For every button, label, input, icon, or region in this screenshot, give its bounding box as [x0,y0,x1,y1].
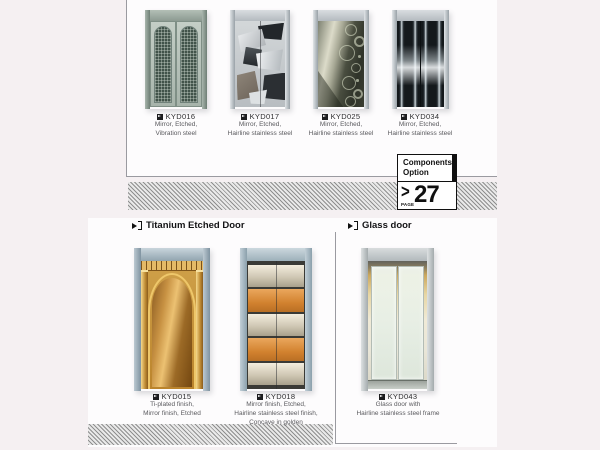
door-jamb-right [364,10,369,109]
components-option-title [397,154,457,182]
door-jamb-right [203,248,210,391]
brand-icon [153,394,159,400]
door-desc-line: Glass door with [375,401,421,408]
door-label-kyd034 [360,112,480,139]
door-image-kyd025 [313,10,369,109]
door-desc-line: Mirror, Etched, [398,121,442,128]
components-word: Components [403,158,452,167]
top-section-left-border [126,0,127,176]
door-jamb-right [444,10,449,109]
brand-icon [322,114,328,120]
section-heading-glass [348,220,412,231]
door-code: KYD034 [409,112,440,121]
door-panels [235,21,285,107]
page-number-cell [397,181,457,210]
option-word: Option [403,168,429,177]
page-number: 27 [414,180,439,208]
door-desc-line: Mirror, Etched, [319,121,363,128]
door-image-kyd043 [361,248,434,391]
door-jamb-left [240,248,247,391]
section-marker-icon [132,221,142,230]
page-word: PAGE [401,201,415,207]
door-panels [247,261,305,389]
brand-icon [379,394,385,400]
door-code: KYD015 [161,392,192,401]
brand-icon [241,114,247,120]
page-arrow-icon: > [401,180,410,202]
door-desc-line: Mirror finish, Etched, [246,401,306,408]
door-desc-line: Hairline stainless steel [308,129,374,137]
door-jamb-right [202,10,207,109]
brand-icon [257,394,263,400]
door-code: KYD017 [249,112,280,121]
door-image-kyd017 [230,10,290,109]
door-label-kyd043 [333,392,463,419]
door-transom [361,248,434,262]
section-heading-titanium [132,220,245,231]
door-desc-line: Concave in golden [249,418,303,426]
section-heading-text: Glass door [362,220,412,231]
door-jamb-left [134,248,141,391]
door-code: KYD043 [387,392,418,401]
door-label-kyd018 [211,392,341,427]
door-desc-line: Hairline stainless steel frame [356,409,440,417]
door-desc-line: Ti-plated finish, [150,401,194,408]
door-panels [150,21,202,107]
door-panels [368,261,427,389]
door-image-kyd034 [392,10,449,109]
door-code: KYD025 [330,112,361,121]
door-code: KYD018 [265,392,296,401]
section-marker-icon [348,221,358,230]
door-panels [397,21,444,107]
door-jamb-right [427,248,434,391]
door-desc-line: Mirror finish, Etched [143,409,201,417]
door-panels [141,261,203,389]
door-panels [318,21,364,107]
door-desc-line: Hairline stainless steel [387,129,453,137]
brand-icon [401,114,407,120]
door-jamb-right [305,248,312,391]
door-desc-line: Mirror, Etched, [238,121,282,128]
door-image-kyd015 [134,248,210,391]
door-desc-line: Hairline stainless steel [227,129,293,137]
door-code: KYD016 [165,112,196,121]
door-jamb-right [285,10,290,109]
glass-section-bottom-border [335,443,457,444]
door-image-kyd018 [240,248,312,391]
components-option-box [397,154,457,210]
door-desc-line: Vibration steel [155,129,197,137]
brand-icon [157,114,163,120]
section-heading-text: Titanium Etched Door [146,220,245,231]
door-desc-line: Mirror, Etched, [154,121,198,128]
door-desc-line: Hairline stainless steel finish, [234,409,318,417]
door-jamb-left [361,248,368,391]
door-image-kyd016 [145,10,207,109]
